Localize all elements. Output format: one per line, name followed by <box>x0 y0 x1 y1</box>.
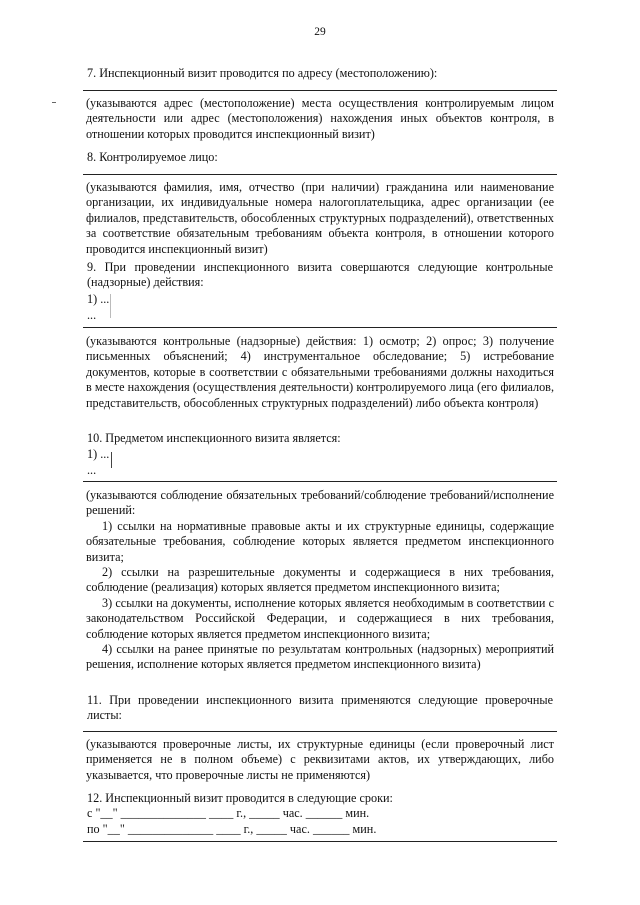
section-8-note-text: (указываются фамилия, имя, отчество (при наличии) гражданина или наименование организации, их индивидуальные номера налогоплательщика, адрес организации (ее филиалов, представительств, обособленных структурных подразделений), ответственных за соответствие обязательным требованиям объекта контроля, в отношении которого проводится инспекционный визит) <box>86 180 554 256</box>
section-9-item-1: 1) ... <box>87 292 110 306</box>
text-cursor <box>111 452 112 468</box>
text-cursor <box>110 294 111 318</box>
section-10-heading: 10. Предметом инспекционного визита является: <box>87 431 341 445</box>
section-7-fill-line <box>83 90 557 91</box>
section-10-fill-line <box>83 481 557 482</box>
section-7-heading: 7. Инспекционный визит проводится по адресу (местоположению): <box>87 66 438 80</box>
section-7-note <box>86 96 554 142</box>
section-8-note <box>86 180 554 257</box>
start-time-line: с "__" ______________ ____ г., _____ час. ______ мин. <box>87 806 370 820</box>
section-9-heading: 9. При проведении инспекционного визита совершаются следующие контрольные (надзорные) действия: <box>87 260 553 290</box>
section-10-note-intro: (указываются соблюдение обязательных требований/соблюдение требований/исполнение решений: <box>86 488 554 518</box>
section-9-note <box>86 334 554 411</box>
section-11-fill-line <box>83 731 557 732</box>
section-8-fill-line <box>83 174 557 175</box>
end-time-line: по "__" ______________ ____ г., _____ час. ______ мин. <box>87 822 377 836</box>
section-10-note-item: 3) ссылки на документы, исполнение которых является необходимым в соответствии с законодательством Российской Федерации, и содержащиеся в них требования, соблюдение которых является предметом инспекционного визита; <box>86 595 554 641</box>
section-8-heading: 8. Контролируемое лицо: <box>87 150 218 164</box>
section-10-note-item: 2) ссылки на разрешительные документы и содержащиеся в них требования, соблюдение (реализация) которых является предметом инспекционного визита; <box>86 565 554 595</box>
page-number: 29 <box>314 26 326 38</box>
section-9-item-2: ... <box>87 308 97 322</box>
section-11-note-text: (указываются проверочные листы, их структурные единицы (если проверочный лист применяется не в полном объеме) с реквизитами актов, их утверждающих, либо указывается, что проверочные листы не применяются) <box>86 737 554 782</box>
section-12-bottom-line <box>83 841 557 842</box>
section-9-note-text: (указываются контрольные (надзорные) действия: 1) осмотр; 2) опрос; 3) получение письменных объяснений; 4) инструментальное обследование; 5) истребование документов, которые в соответствии с обязательными требованиями должны находиться в месте нахождения (осуществления деятельности) контролируемого лица (его филиалов, представительств, обособленных структурных подразделений) либо объекта контроля) <box>86 334 554 410</box>
section-11-heading: 11. При проведении инспекционного визита применяются следующие проверочные листы: <box>87 693 553 723</box>
section-7-note-text: (указываются адрес (местоположение) места осуществления контролируемым лицом деятельности или адрес (местоположения) нахождения иных объектов контроля, в отношении которых проводится инспекционный визит) <box>86 96 554 141</box>
section-12-heading: 12. Инспекционный визит проводится в следующие сроки: <box>87 791 393 805</box>
margin-mark <box>52 102 56 103</box>
section-9-fill-line <box>83 327 557 328</box>
section-10-note-item: 4) ссылки на ранее принятые по результатам контрольных (надзорных) мероприятий решения, исполнение которых является предметом инспекционного визита) <box>86 642 554 672</box>
section-11-note <box>86 737 554 783</box>
section-10-note <box>86 488 554 673</box>
section-10-item-2: ... <box>87 463 97 477</box>
section-10-item-1: 1) ... <box>87 447 110 461</box>
section-10-note-item: 1) ссылки на нормативные правовые акты и их структурные единицы, содержащие обязательные требования, соблюдение которых является предметом инспекционного визита; <box>86 518 554 564</box>
